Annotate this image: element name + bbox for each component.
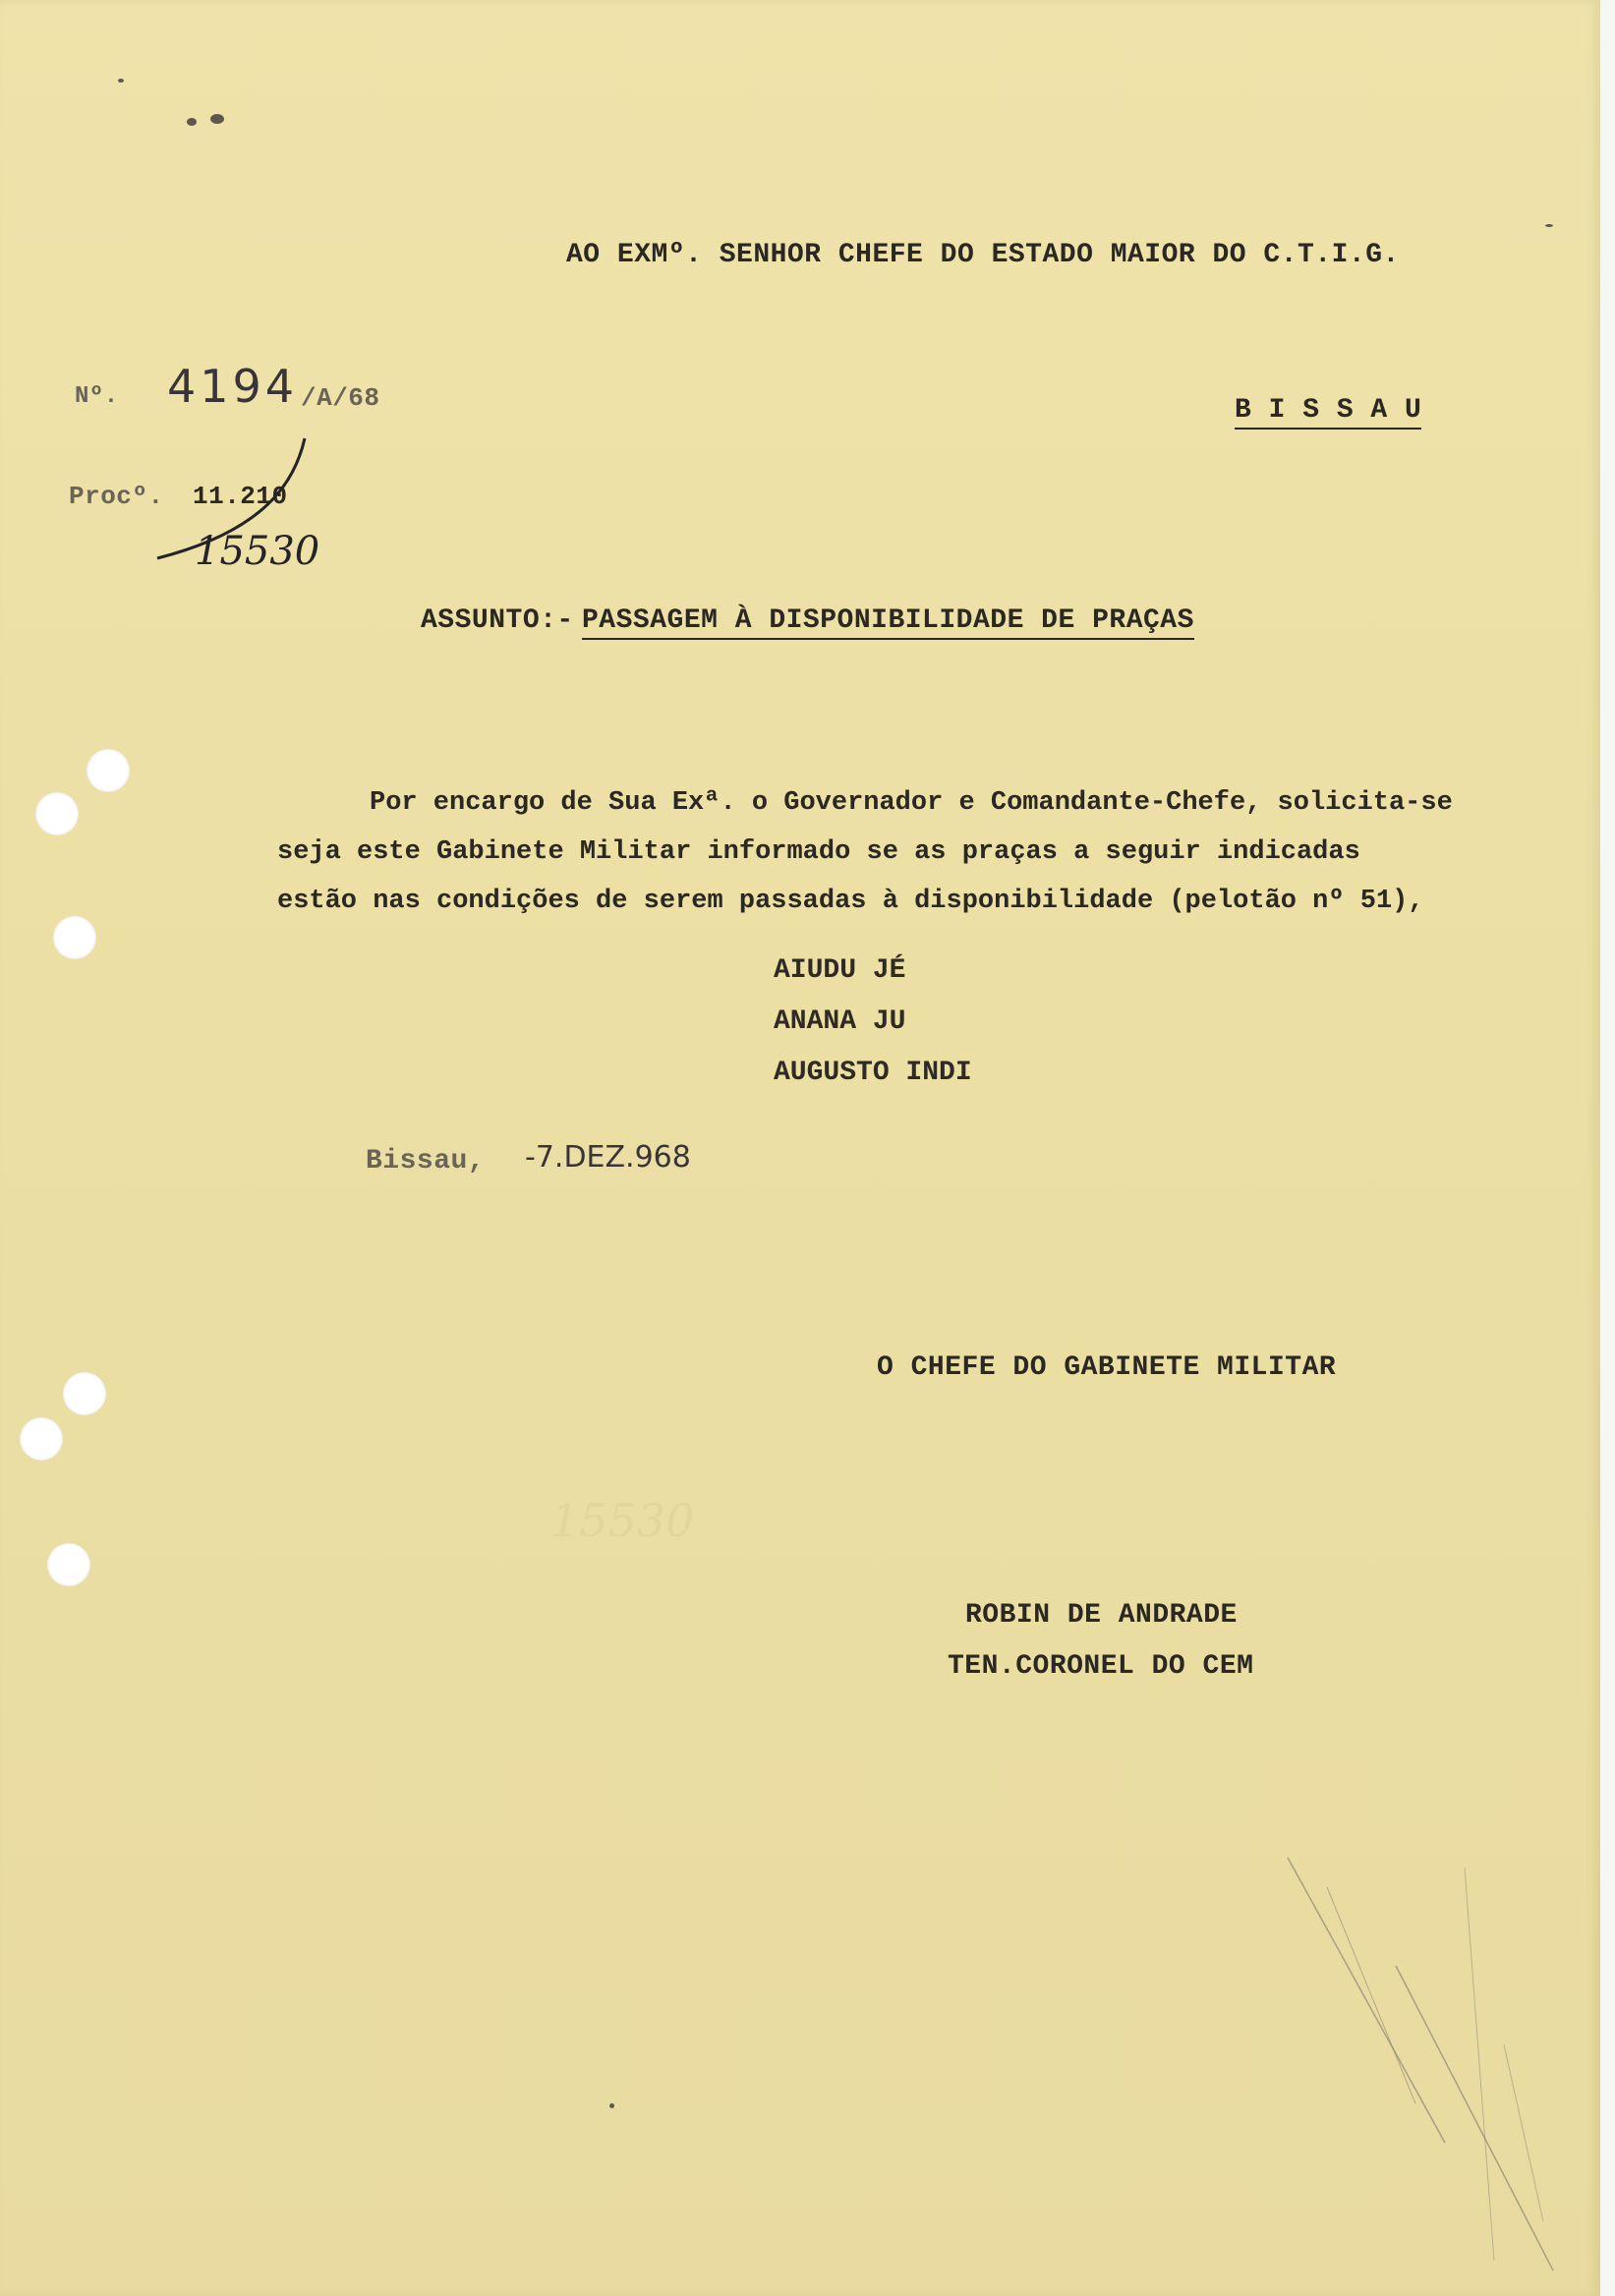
punch-hole [87,749,130,792]
date-place: Bissau, [366,1146,486,1177]
name-item: AUGUSTO INDI [774,1058,972,1088]
punch-hole [47,1543,90,1586]
paper-speck [210,114,224,124]
addressee-city: B I S S A U [1235,395,1421,430]
punch-hole [20,1417,63,1461]
body-line: estão nas condições de serem passadas à disponibilidade (pelotão nº 51), [277,887,1424,916]
reference-number-handwritten: 4194 [167,360,299,413]
date-stamp: -7.DEZ.968 [525,1140,691,1175]
subject-label: ASSUNTO:- [421,605,574,636]
scan-edge [1600,0,1615,2296]
paper-speck [118,79,124,83]
process-number: 11.210 [193,482,288,511]
process-label: Procº. [69,482,164,511]
body-line: Por encargo de Sua Exª. o Governador e Comandante-Chefe, solicita-se [370,788,1453,818]
punch-hole [63,1372,106,1415]
paper-speck [1545,224,1553,227]
signature-name: ROBIN DE ANDRADE [965,1600,1238,1631]
names-list [774,946,972,1099]
reference-number-label: Nº. [75,383,119,410]
addressee-line: AO EXMº. SENHOR CHEFE DO ESTADO MAIOR DO C.T.I.G. [566,240,1400,270]
name-item: ANANA JU [774,1006,906,1037]
punch-hole [35,792,79,835]
signature-rank: TEN.CORONEL DO CEM [948,1651,1254,1682]
paper-speck [187,118,197,126]
paper-crease-marks [1268,1848,1563,2280]
body-paragraph [277,778,1575,926]
signature-title: O CHEFE DO GABINETE MILITAR [877,1352,1337,1383]
subject-text: PASSAGEM À DISPONIBILIDADE DE PRAÇAS [582,605,1194,640]
name-item: AIUDU JÉ [774,955,906,986]
punch-hole [53,916,96,959]
body-line: seja este Gabinete Militar informado se as praças a seguir indicadas [277,837,1360,867]
watermark-number: 15530 [550,1494,695,1547]
paper-speck [609,2103,614,2108]
reference-number-suffix: /A/68 [301,383,380,413]
process-handwritten: 15530 [195,529,320,574]
